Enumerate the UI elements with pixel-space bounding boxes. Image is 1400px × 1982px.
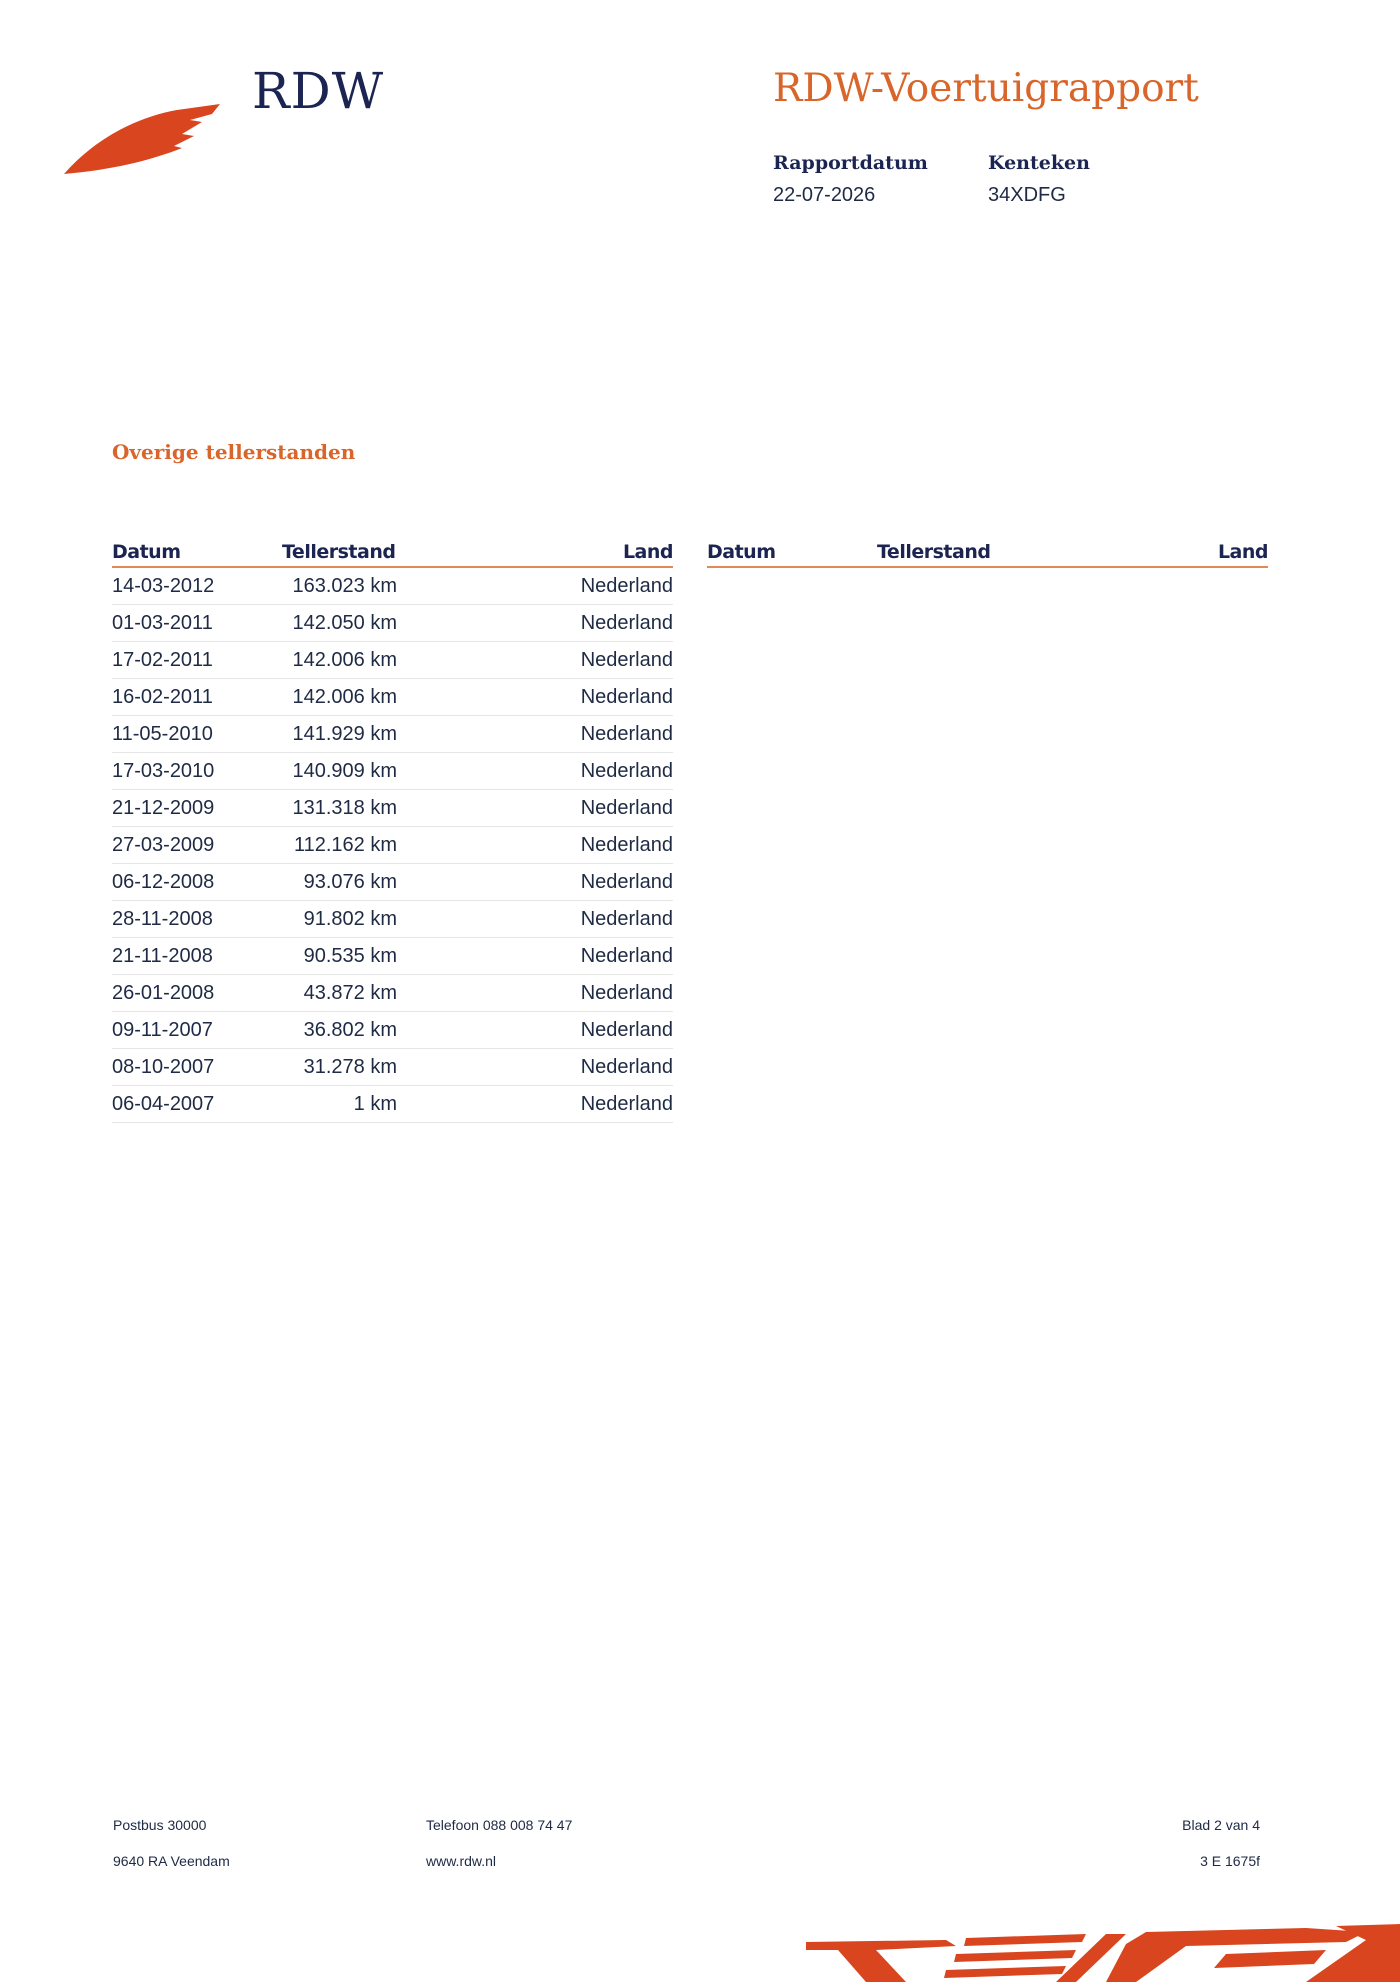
column-header-date: Datum bbox=[707, 533, 877, 567]
column-header-odometer: Tellerstand bbox=[877, 533, 1077, 567]
table-row bbox=[112, 567, 673, 605]
table-row bbox=[112, 1049, 673, 1086]
cell-country: Nederland bbox=[397, 901, 673, 938]
cell-country: Nederland bbox=[397, 1049, 673, 1086]
table-row bbox=[112, 1086, 673, 1123]
rdw-feather-icon bbox=[62, 90, 232, 180]
cell-odometer: 163.023 km bbox=[282, 567, 397, 605]
cell-date: 16-02-2011 bbox=[112, 679, 282, 716]
cell-date: 26-01-2008 bbox=[112, 975, 282, 1012]
cell-date: 21-12-2009 bbox=[112, 790, 282, 827]
column-header-odometer: Tellerstand bbox=[282, 533, 397, 567]
cell-odometer: 142.006 km bbox=[282, 679, 397, 716]
table-row bbox=[112, 790, 673, 827]
cell-odometer: 142.050 km bbox=[282, 605, 397, 642]
table-row bbox=[112, 864, 673, 901]
cell-country: Nederland bbox=[397, 716, 673, 753]
cell-date: 01-03-2011 bbox=[112, 605, 282, 642]
footer-address-line1: Postbus 30000 bbox=[113, 1817, 207, 1833]
cell-odometer: 36.802 km bbox=[282, 1012, 397, 1049]
cell-date: 14-03-2012 bbox=[112, 567, 282, 605]
table-header-row bbox=[112, 533, 673, 567]
cell-country: Nederland bbox=[397, 567, 673, 605]
cell-date: 06-12-2008 bbox=[112, 864, 282, 901]
report-title: RDW-Voertuigrapport bbox=[773, 66, 1199, 111]
cell-country: Nederland bbox=[397, 1012, 673, 1049]
cell-date: 08-10-2007 bbox=[112, 1049, 282, 1086]
table-row bbox=[112, 901, 673, 938]
column-header-country: Land bbox=[1077, 533, 1268, 567]
brand-name: RDW bbox=[252, 62, 385, 120]
cell-country: Nederland bbox=[397, 1086, 673, 1123]
cell-odometer: 91.802 km bbox=[282, 901, 397, 938]
table-row bbox=[112, 716, 673, 753]
cell-date: 21-11-2008 bbox=[112, 938, 282, 975]
cell-odometer: 90.535 km bbox=[282, 938, 397, 975]
cell-odometer: 140.909 km bbox=[282, 753, 397, 790]
cell-date: 28-11-2008 bbox=[112, 901, 282, 938]
report-date-label: Rapportdatum bbox=[773, 152, 928, 174]
table-row bbox=[112, 1012, 673, 1049]
cell-country: Nederland bbox=[397, 864, 673, 901]
cell-date: 06-04-2007 bbox=[112, 1086, 282, 1123]
footer-address-line2: 9640 RA Veendam bbox=[113, 1853, 230, 1869]
table-row bbox=[112, 975, 673, 1012]
cell-country: Nederland bbox=[397, 827, 673, 864]
table-row bbox=[112, 605, 673, 642]
cell-odometer: 142.006 km bbox=[282, 642, 397, 679]
column-header-country: Land bbox=[397, 533, 673, 567]
footer-page-number: Blad 2 van 4 bbox=[1182, 1817, 1260, 1833]
footer-phone: Telefoon 088 008 74 47 bbox=[426, 1817, 573, 1833]
cell-date: 27-03-2009 bbox=[112, 827, 282, 864]
cell-odometer: 31.278 km bbox=[282, 1049, 397, 1086]
column-header-date: Datum bbox=[112, 533, 282, 567]
cell-country: Nederland bbox=[397, 753, 673, 790]
cell-country: Nederland bbox=[397, 679, 673, 716]
cell-odometer: 141.929 km bbox=[282, 716, 397, 753]
cell-odometer: 1 km bbox=[282, 1086, 397, 1123]
table-header-row bbox=[707, 533, 1268, 567]
table-row bbox=[112, 938, 673, 975]
cell-country: Nederland bbox=[397, 642, 673, 679]
cell-country: Nederland bbox=[397, 975, 673, 1012]
cell-odometer: 131.318 km bbox=[282, 790, 397, 827]
cell-date: 17-02-2011 bbox=[112, 642, 282, 679]
cell-country: Nederland bbox=[397, 605, 673, 642]
footer-decoration-icon bbox=[806, 1924, 1400, 1982]
cell-country: Nederland bbox=[397, 938, 673, 975]
footer-document-code: 3 E 1675f bbox=[1200, 1853, 1260, 1869]
odometer-table bbox=[112, 533, 673, 1123]
odometer-table-continued bbox=[707, 533, 1268, 568]
rdw-logo bbox=[62, 62, 385, 182]
table-row bbox=[112, 642, 673, 679]
cell-odometer: 43.872 km bbox=[282, 975, 397, 1012]
cell-date: 09-11-2007 bbox=[112, 1012, 282, 1049]
table-row bbox=[112, 753, 673, 790]
cell-odometer: 93.076 km bbox=[282, 864, 397, 901]
cell-date: 11-05-2010 bbox=[112, 716, 282, 753]
report-date-value: 22-07-2026 bbox=[773, 184, 876, 206]
cell-date: 17-03-2010 bbox=[112, 753, 282, 790]
footer-website[interactable]: www.rdw.nl bbox=[426, 1853, 497, 1869]
section-title: Overige tellerstanden bbox=[112, 440, 356, 464]
table-row bbox=[112, 827, 673, 864]
cell-country: Nederland bbox=[397, 790, 673, 827]
license-plate-label: Kenteken bbox=[988, 152, 1090, 174]
table-row bbox=[112, 679, 673, 716]
cell-odometer: 112.162 km bbox=[282, 827, 397, 864]
license-plate-value: 34XDFG bbox=[988, 184, 1066, 206]
